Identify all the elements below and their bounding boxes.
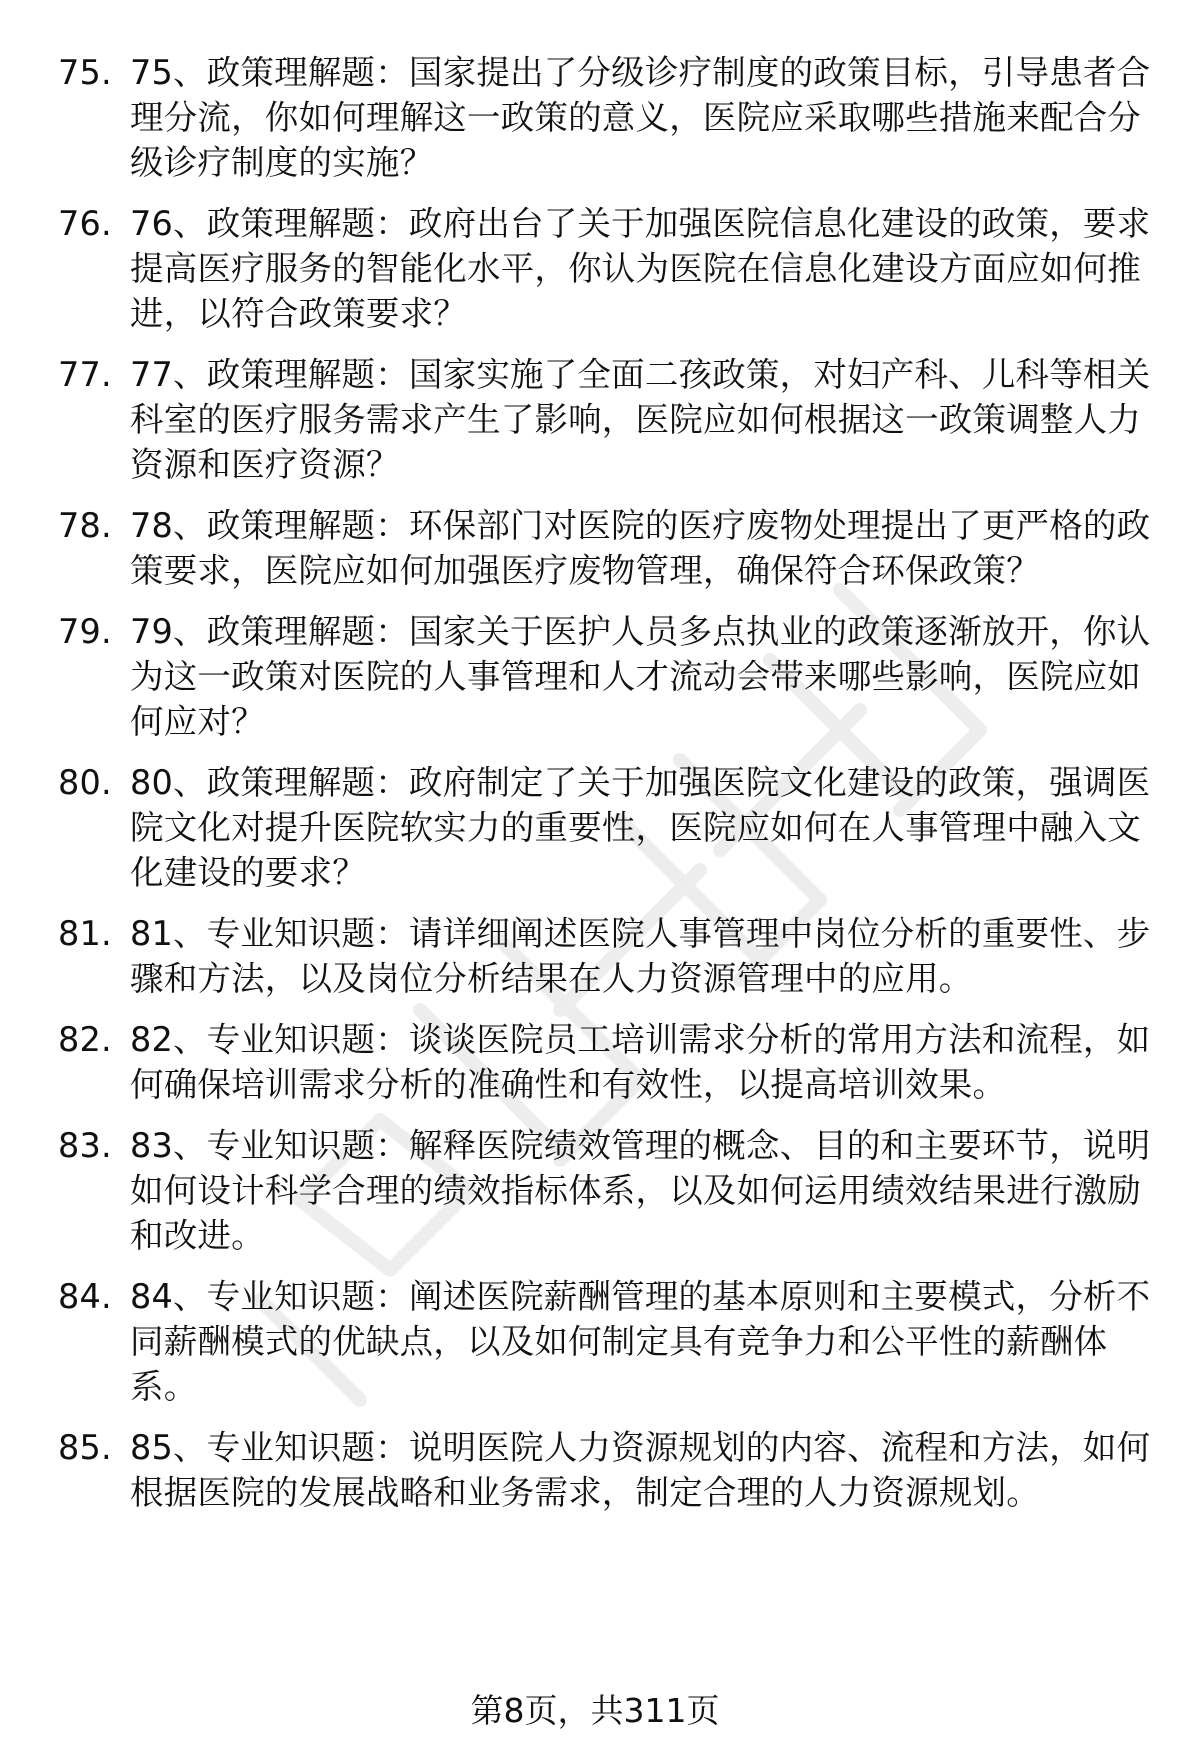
question-text: 75、政策理解题：国家提出了分级诊疗制度的政策目标，引导患者合理分流，你如何理解这一政策的意义，医院应采取哪些措施来配合分级诊疗制度的实施？ — [130, 53, 1151, 182]
question-number: 82. — [58, 1020, 112, 1059]
question-item — [58, 201, 1158, 336]
question-text: 77、政策理解题：国家实施了全面二孩政策，对妇产科、儿科等相关科室的医疗服务需求产生了影响，医院应如何根据这一政策调整人力资源和医疗资源？ — [130, 355, 1151, 484]
question-item — [58, 911, 1158, 1001]
question-number: 84. — [58, 1277, 112, 1316]
question-item — [58, 352, 1158, 487]
question-list — [58, 50, 1158, 1531]
question-item — [58, 609, 1158, 744]
question-text: 83、专业知识题：解释医院绩效管理的概念、目的和主要环节，说明如何设计科学合理的绩效指标体系，以及如何运用绩效结果进行激励和改进。 — [130, 1126, 1151, 1255]
question-text: 80、政策理解题：政府制定了关于加强医院文化建设的政策，强调医院文化对提升医院软实力的重要性，医院应如何在人事管理中融入文化建设的要求？ — [130, 763, 1151, 892]
question-number: 85. — [58, 1428, 112, 1467]
question-number: 79. — [58, 612, 112, 651]
question-text: 84、专业知识题：阐述医院薪酬管理的基本原则和主要模式，分析不同薪酬模式的优缺点，以及如何制定具有竞争力和公平性的薪酬体系。 — [130, 1277, 1151, 1406]
question-number: 83. — [58, 1126, 112, 1165]
question-number: 75. — [58, 53, 112, 92]
page-number-label: 第8页，共311页 — [470, 1691, 720, 1730]
question-item — [58, 1425, 1158, 1515]
question-number: 81. — [58, 914, 112, 953]
page-footer — [0, 1690, 1190, 1732]
question-number: 76. — [58, 204, 112, 243]
question-item — [58, 503, 1158, 593]
question-text: 76、政策理解题：政府出台了关于加强医院信息化建设的政策，要求提高医疗服务的智能化水平，你认为医院在信息化建设方面应如何推进，以符合政策要求？ — [130, 204, 1151, 333]
question-item — [58, 760, 1158, 895]
question-text: 81、专业知识题：请详细阐述医院人事管理中岗位分析的重要性、步骤和方法，以及岗位分析结果在人力资源管理中的应用。 — [130, 914, 1151, 998]
question-text: 85、专业知识题：说明医院人力资源规划的内容、流程和方法，如何根据医院的发展战略和业务需求，制定合理的人力资源规划。 — [130, 1428, 1151, 1512]
question-item — [58, 50, 1158, 185]
question-item — [58, 1274, 1158, 1409]
question-text: 78、政策理解题：环保部门对医院的医疗废物处理提出了更严格的政策要求，医院应如何加强医疗废物管理，确保符合环保政策？ — [130, 506, 1151, 590]
question-item — [58, 1017, 1158, 1107]
question-item — [58, 1123, 1158, 1258]
question-number: 77. — [58, 355, 112, 394]
question-number: 80. — [58, 763, 112, 802]
question-text: 82、专业知识题：谈谈医院员工培训需求分析的常用方法和流程，如何确保培训需求分析的准确性和有效性，以提高培训效果。 — [130, 1020, 1151, 1104]
question-number: 78. — [58, 506, 112, 545]
question-text: 79、政策理解题：国家关于医护人员多点执业的政策逐渐放开，你认为这一政策对医院的人事管理和人才流动会带来哪些影响，医院应如何应对？ — [130, 612, 1151, 741]
